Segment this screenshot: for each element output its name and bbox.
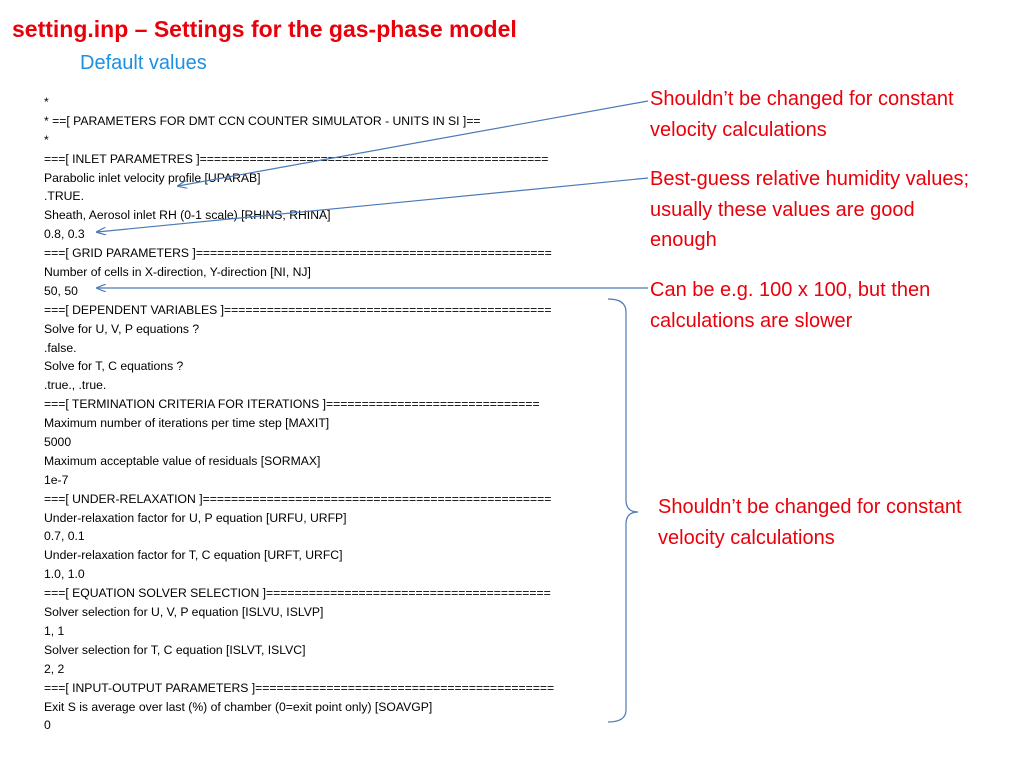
code-line: Solve for U, V, P equations ? [44,321,200,336]
code-line: 2, 2 [44,661,65,676]
code-line: Sheath, Aerosol inlet RH (0-1 scale) [RHINS, RHINA] [44,208,331,223]
code-line: ===[ EQUATION SOLVER SELECTION ]======================================== [44,586,551,601]
curly-bracket [608,299,638,722]
slide-title: setting.inp – Settings for the gas-phase model [12,16,517,42]
code-line: Number of cells in X-direction, Y-direction [NI, NJ] [44,265,311,280]
code-line: * [44,95,49,109]
code-line: Solve for T, C equations ? [44,359,184,374]
code-line: 1, 1 [44,623,65,638]
code-line: ===[ TERMINATION CRITERIA FOR ITERATIONS ]============================== [44,397,540,412]
code-line: 5000 [44,435,72,450]
code-line: Under-relaxation factor for U, P equation [URFU, URFP] [44,510,347,525]
annotation-grid: Can be e.g. 100 x 100, but then calculations are slower [650,279,931,332]
slide-subtitle: Default values [80,52,207,74]
code-line: ===[ GRID PARAMETERS ]================================================== [44,246,552,261]
code-line: .false. [44,340,77,355]
code-line: .true., .true. [44,378,107,393]
code-line: Maximum number of iterations per time step [MAXIT] [44,416,330,431]
code-line: 1.0, 1.0 [44,567,85,582]
code-line: ===[ INLET PARAMETRES ]================================================= [44,151,549,166]
code-line: Under-relaxation factor for T, C equation [URFT, URFC] [44,548,343,563]
code-line: 50, 50 [44,283,78,298]
code-line: 0.8, 0.3 [44,227,85,242]
code-line: Solver selection for T, C equation [ISLVT, ISLVC] [44,642,306,657]
code-line: ===[ UNDER-RELAXATION ]================================================= [44,491,552,506]
annotation-solver-block: Shouldn’t be changed for constant velocity calculations [658,496,962,549]
code-line: .TRUE. [44,189,84,204]
arrow-to-uparab [178,101,648,186]
code-line: Solver selection for U, V, P equation [ISLVU, ISLVP] [44,605,324,620]
code-line: ===[ INPUT-OUTPUT PARAMETERS ]========================================== [44,680,555,695]
code-line: 1e-7 [44,472,69,487]
annotation-rh: Best-guess relative humidity values; usually these values are good enough [650,168,970,251]
code-line: * ==[ PARAMETERS FOR DMT CCN COUNTER SIMULATOR - UNITS IN SI ]== [44,113,481,128]
code-line: Parabolic inlet velocity profile [UPARAB] [44,170,261,185]
code-line: ===[ DEPENDENT VARIABLES ]============================================== [44,302,552,317]
annotation-uparab: Shouldn’t be changed for constant velocity calculations [650,88,954,141]
code-line: 0.7, 0.1 [44,529,85,544]
code-line: Maximum acceptable value of residuals [SORMAX] [44,453,321,468]
code-line: 0 [44,718,51,733]
code-line: Exit S is average over last (%) of chamber (0=exit point only) [SOAVGP] [44,699,433,714]
code-line: * [44,132,49,147]
